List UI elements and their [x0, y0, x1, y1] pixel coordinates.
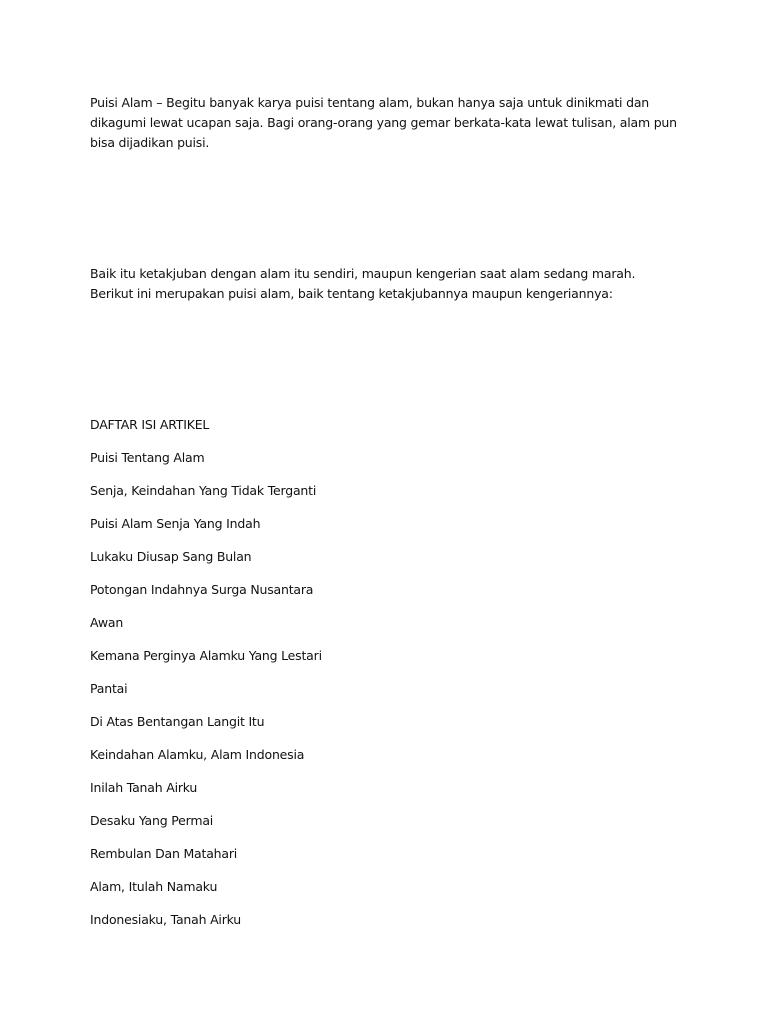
toc-item: Lukaku Diusap Sang Bulan — [90, 549, 252, 564]
toc-list — [90, 448, 322, 943]
toc-item: Pantai — [90, 681, 128, 696]
toc-item: Awan — [90, 615, 124, 630]
toc-item: Keindahan Alamku, Alam Indonesia — [90, 747, 305, 762]
toc-item: Desaku Yang Permai — [90, 813, 214, 828]
toc-item: Potongan Indahnya Surga Nusantara — [90, 582, 314, 597]
second-paragraph: Baik itu ketakjuban dengan alam itu sendiri, maupun kengerian saat alam sedang marah. Berikut ini merupakan puisi alam, baik tentang ketakjubannya maupun kengeriannya: — [90, 266, 636, 301]
toc-item: Rembulan Dan Matahari — [90, 846, 238, 861]
table-of-contents — [90, 415, 322, 943]
intro-paragraph: Puisi Alam – Begitu banyak karya puisi tentang alam, bukan hanya saja untuk dinikmati dan dikagumi lewat ucapan saja. Bagi orang-orang yang gemar berkata-kata lewat tulisan, alam pun bisa dijadikan puisi. — [90, 95, 677, 150]
toc-item: Puisi Alam Senja Yang Indah — [90, 516, 261, 531]
toc-item: Indonesiaku, Tanah Airku — [90, 912, 242, 927]
toc-item: Inilah Tanah Airku — [90, 780, 198, 795]
toc-item: Puisi Tentang Alam — [90, 450, 205, 465]
toc-item: Di Atas Bentangan Langit Itu — [90, 714, 265, 729]
toc-item: Senja, Keindahan Yang Tidak Terganti — [90, 483, 317, 498]
toc-heading: DAFTAR ISI ARTIKEL — [90, 417, 210, 432]
toc-item: Kemana Perginya Alamku Yang Lestari — [90, 648, 322, 663]
toc-item: Alam, Itulah Namaku — [90, 879, 218, 894]
